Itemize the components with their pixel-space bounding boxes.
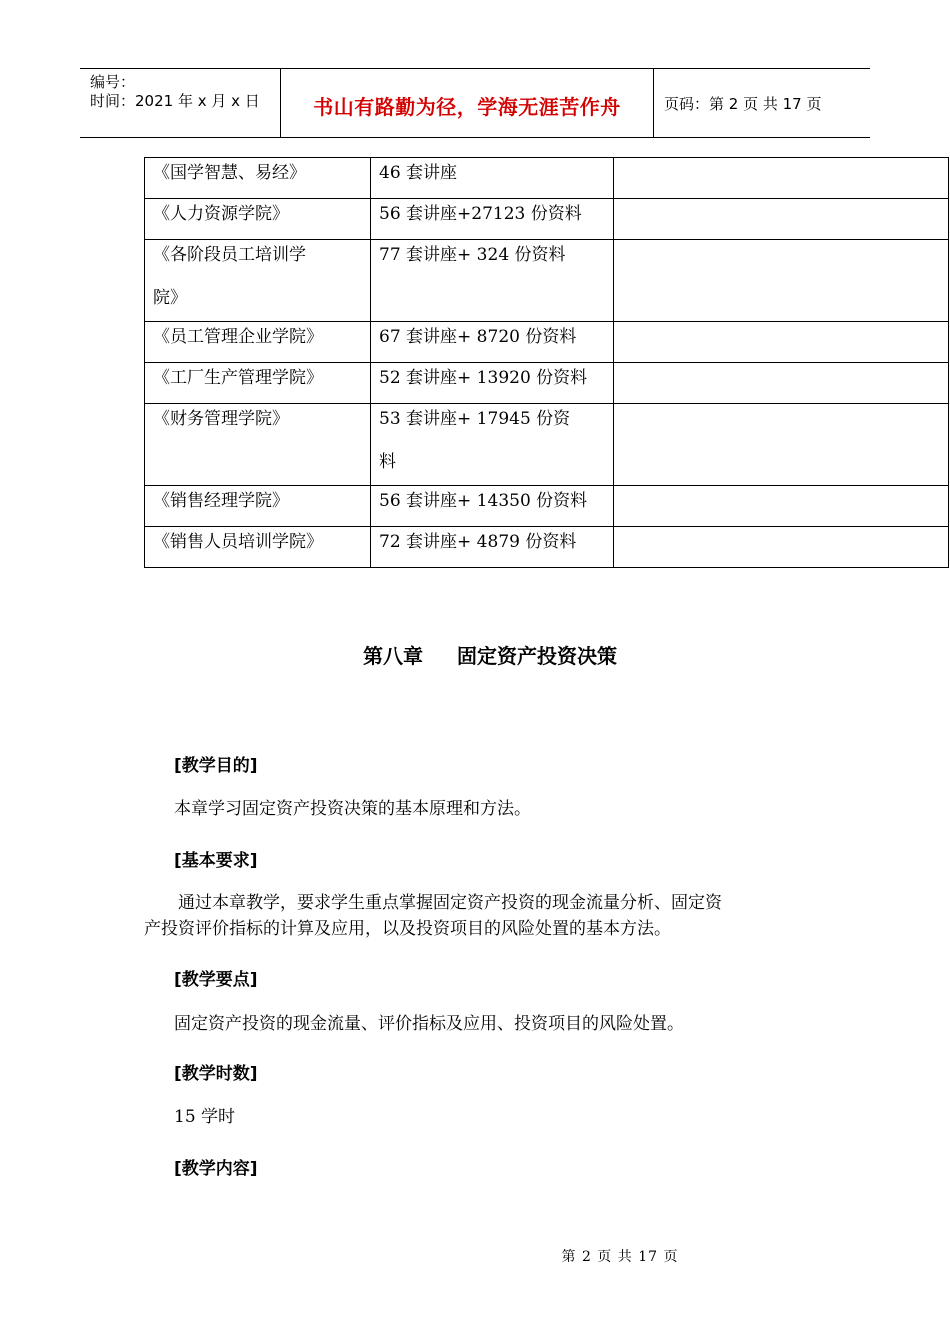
- document-number: 编号：: [90, 73, 136, 91]
- section-text-requirements-line1: 通过本章教学，要求学生重点掌握固定资产投资的现金流量分析、固定资: [178, 893, 722, 913]
- section-heading-hours: [教学时数]: [174, 1064, 258, 1084]
- table-cell-note: [614, 158, 949, 199]
- table-cell-note: [614, 240, 949, 322]
- page-header: [80, 68, 870, 138]
- table-cell-note: [614, 404, 949, 486]
- table-cell-name: 《销售经理学院》: [145, 486, 371, 527]
- table-cell-desc: 46 套讲座: [371, 158, 614, 199]
- resource-table: [144, 157, 949, 568]
- table-row: [145, 486, 949, 527]
- table-cell-desc: 56 套讲座+ 14350 份资料: [371, 486, 614, 527]
- header-motto: 书山有路勤为径，学海无涯苦作舟: [281, 69, 654, 137]
- table-row: [145, 240, 949, 322]
- table-cell-desc: 56 套讲座+27123 份资料: [371, 199, 614, 240]
- table-row: [145, 404, 949, 486]
- table-cell-name: 《国学智慧、易经》: [145, 158, 371, 199]
- table-row: [145, 322, 949, 363]
- section-heading-keypoints: [教学要点]: [174, 970, 258, 990]
- table-cell-note: [614, 486, 949, 527]
- table-cell-note: [614, 322, 949, 363]
- table-cell-desc-line: 53 套讲座+ 17945 份资: [379, 409, 571, 429]
- section-heading-content: [教学内容]: [174, 1159, 258, 1179]
- table-cell-name: 《员工管理企业学院》: [145, 322, 371, 363]
- table-row: [145, 199, 949, 240]
- table-cell-note: [614, 527, 949, 568]
- chapter-title: 固定资产投资决策: [457, 644, 617, 668]
- section-heading-purpose: [教学目的]: [174, 756, 258, 776]
- table-row: [145, 363, 949, 404]
- section-text-requirements-line2: 产投资评价指标的计算及应用，以及投资项目的风险处置的基本方法。: [144, 919, 671, 939]
- section-heading-requirements: [基本要求]: [174, 851, 258, 871]
- table-cell-name-line: 《各阶段员工培训学: [153, 245, 306, 265]
- table-cell-name: 《工厂生产管理学院》: [145, 363, 371, 404]
- page-footer: 第 2 页 共 17 页: [561, 1249, 679, 1265]
- chapter-heading: [0, 640, 950, 669]
- table-cell-desc: 67 套讲座+ 8720 份资料: [371, 322, 614, 363]
- table-cell-name: [145, 240, 371, 322]
- section-text-hours: 15 学时: [174, 1107, 236, 1127]
- table-cell-name: 《财务管理学院》: [145, 404, 371, 486]
- header-page-info: 页码：第 2 页 共 17 页: [664, 94, 822, 113]
- table-cell-desc: 72 套讲座+ 4879 份资料: [371, 527, 614, 568]
- table-cell-desc-line: 料: [379, 452, 396, 472]
- section-text-keypoints: 固定资产投资的现金流量、评价指标及应用、投资项目的风险处置。: [174, 1014, 684, 1034]
- table-cell-desc: 52 套讲座+ 13920 份资料: [371, 363, 614, 404]
- table-cell-note: [614, 199, 949, 240]
- table-cell-desc: 77 套讲座+ 324 份资料: [371, 240, 614, 322]
- table-cell-name: 《人力资源学院》: [145, 199, 371, 240]
- table-cell-name: 《销售人员培训学院》: [145, 527, 371, 568]
- table-row: [145, 158, 949, 199]
- chapter-number: 第八章: [363, 644, 423, 668]
- table-cell-desc: [371, 404, 614, 486]
- table-cell-name-line: 院》: [153, 288, 187, 308]
- document-date: 时间：2021 年 x 月 x 日: [90, 92, 260, 110]
- header-meta: [80, 69, 281, 137]
- table-row: [145, 527, 949, 568]
- table-cell-note: [614, 363, 949, 404]
- section-text-purpose: 本章学习固定资产投资决策的基本原理和方法。: [174, 799, 531, 819]
